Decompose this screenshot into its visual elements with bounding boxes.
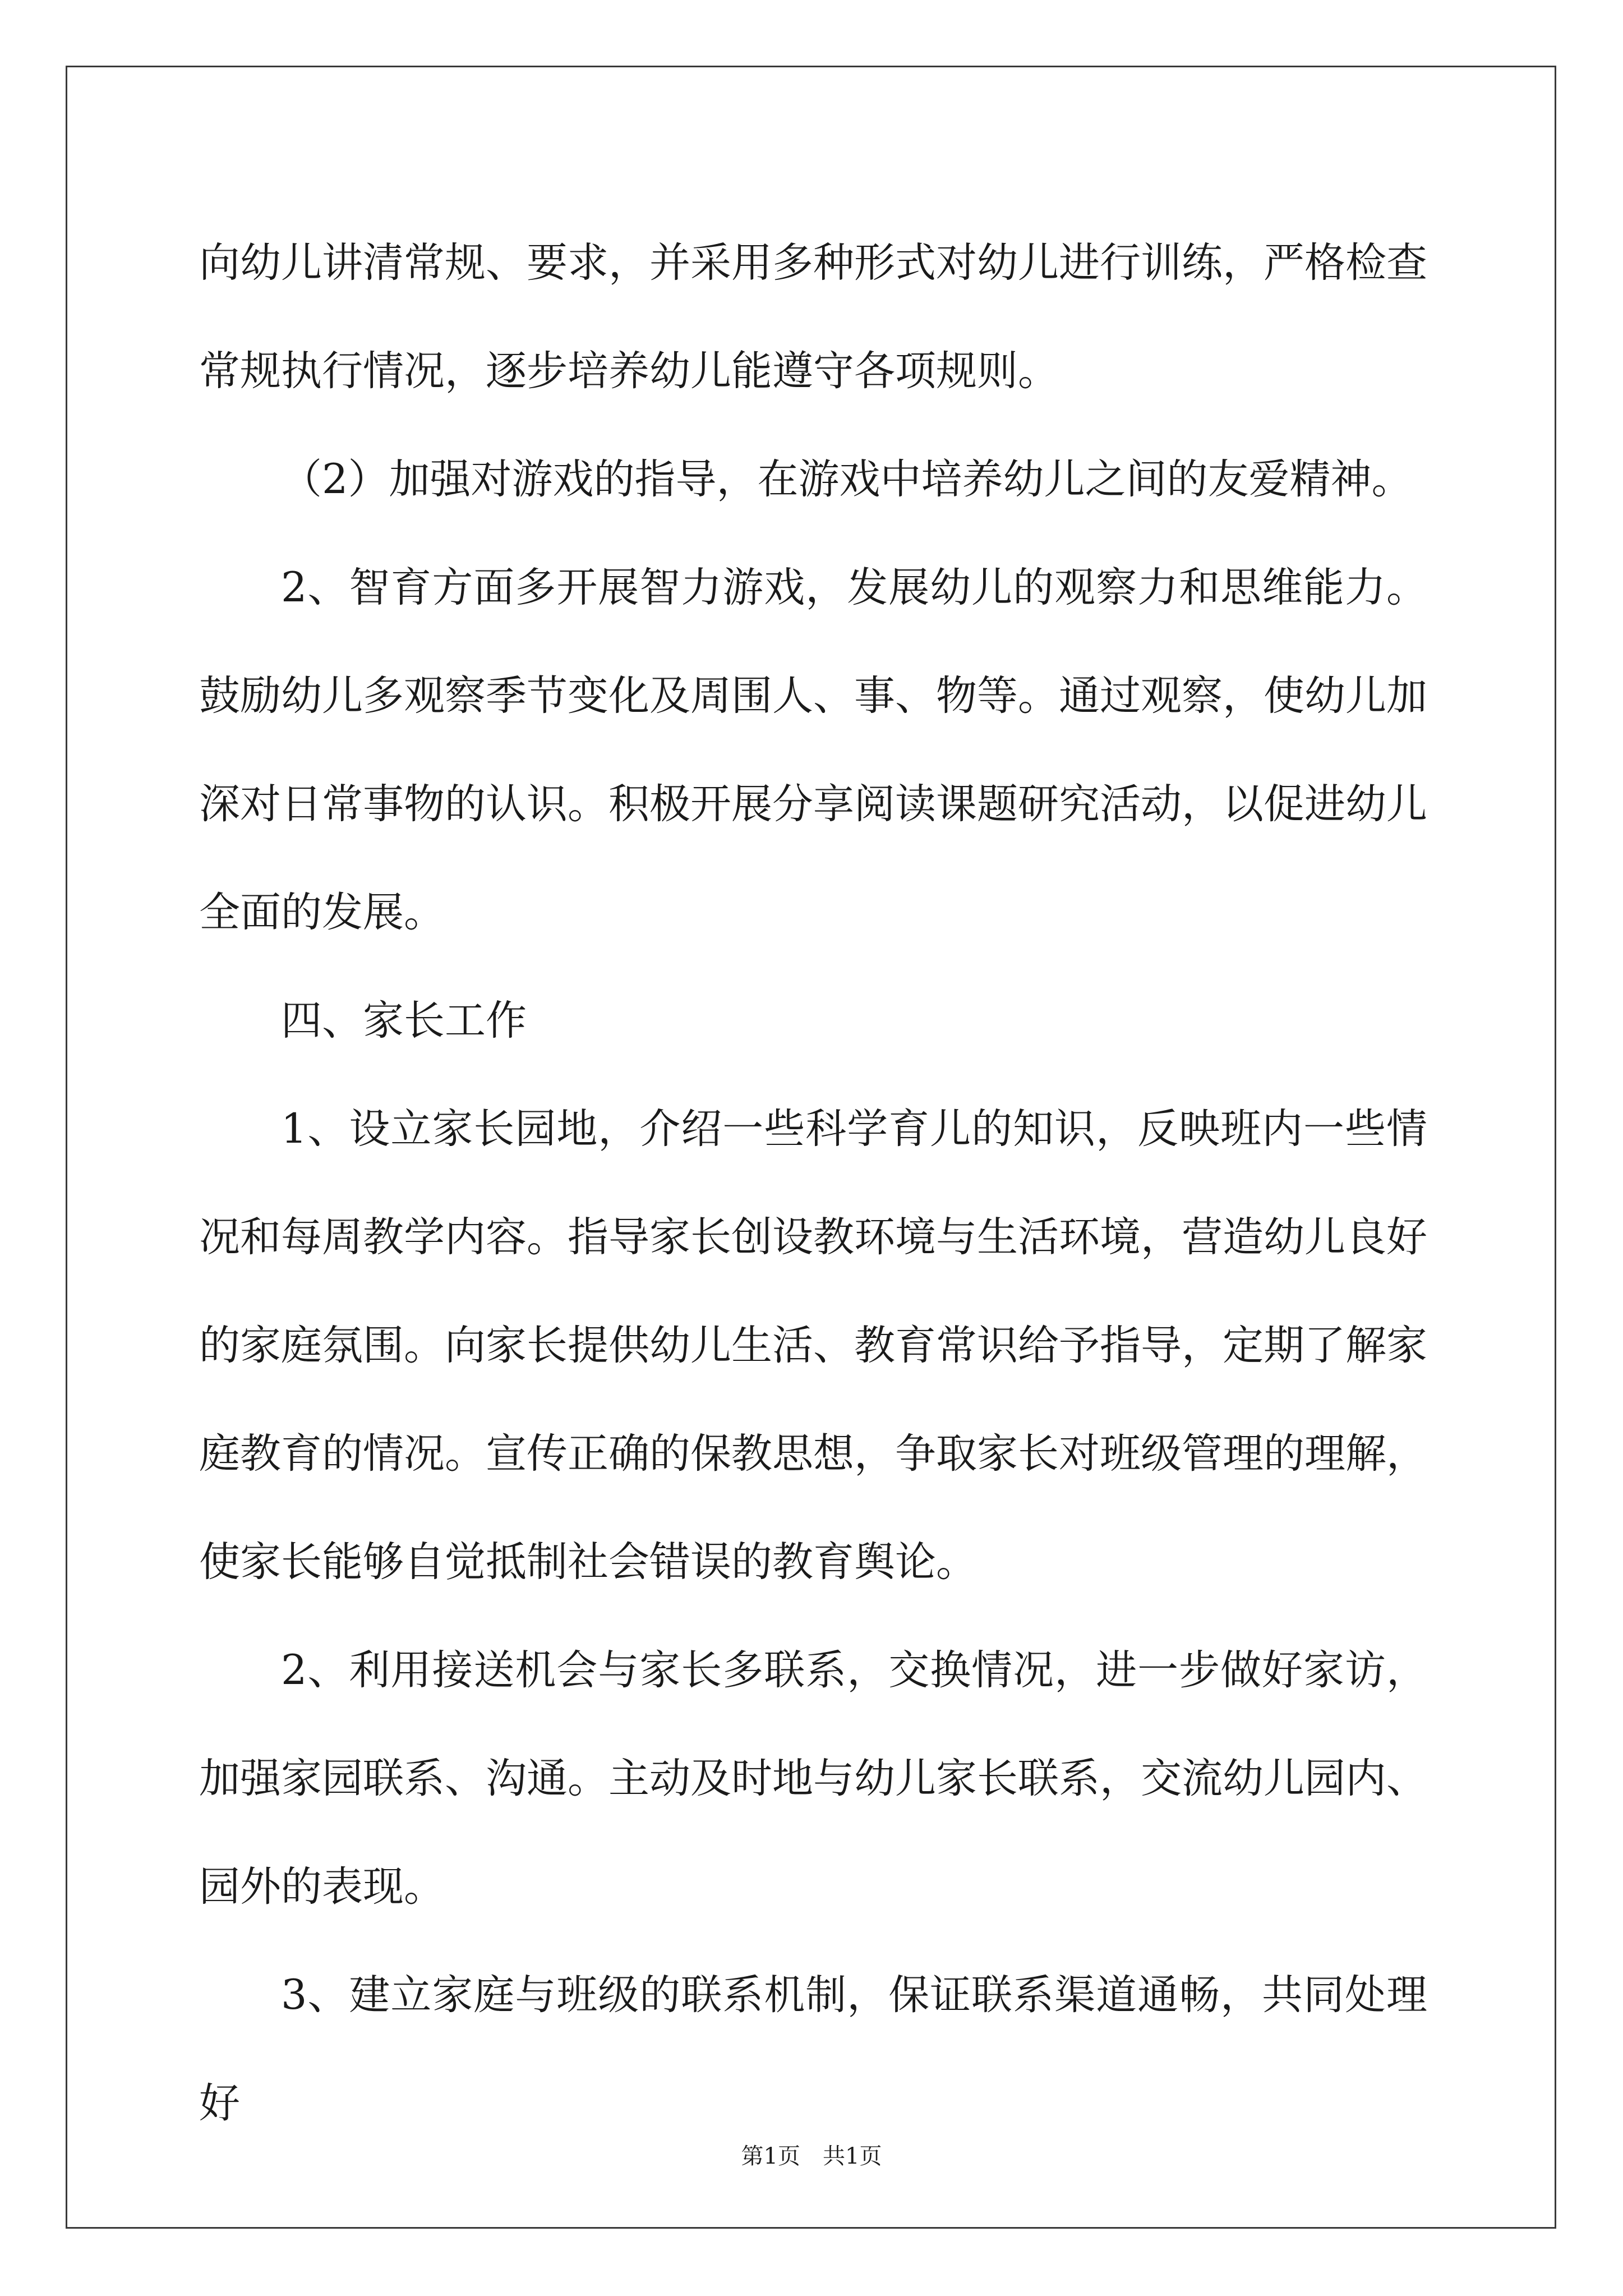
paragraph: （2）加强对游戏的指导，在游戏中培养幼儿之间的友爱精神。 [281, 455, 1413, 503]
paragraph: 2、智育方面多开展智力游戏，发展幼儿的观察力和思维能力。鼓励幼儿多观察季节变化及周围人、事、物等。通过观察，使幼儿加深对日常事物的认识。积极开展分享阅读课题研究活动，以促进幼儿全面的发展。 [199, 564, 1427, 936]
paragraph: 3、建立家庭与班级的联系机制，保证联系渠道通畅，共同处理好 [199, 1971, 1427, 2127]
paragraph: 2、利用接送机会与家长多联系，交换情况，进一步做好家访，加强家园联系、沟通。主动及时地与幼儿家长联系，交流幼儿园内、园外的表现。 [199, 1646, 1427, 1911]
document-body [199, 209, 1427, 2157]
page-number-total: 共1页 [823, 2143, 882, 2169]
page-footer [0, 2138, 1623, 2170]
section-heading: 四、家长工作 [281, 997, 527, 1045]
paragraph: 向幼儿讲清常规、要求，并采用多种形式对幼儿进行训练，严格检查常规执行情况，逐步培养幼儿能遵守各项规则。 [199, 239, 1427, 395]
paragraph: 1、设立家长园地，介绍一些科学育儿的知识，反映班内一些情况和每周教学内容。指导家长创设教环境与生活环境，营造幼儿良好的家庭氛围。向家长提供幼儿生活、教育常识给予指导，定期了解家庭教育的情况。宣传正确的保教思想，争取家长对班级管理的理解，使家长能够自觉抵制社会错误的教育舆论。 [199, 1105, 1427, 1586]
page-number-current: 第1页 [741, 2143, 800, 2169]
